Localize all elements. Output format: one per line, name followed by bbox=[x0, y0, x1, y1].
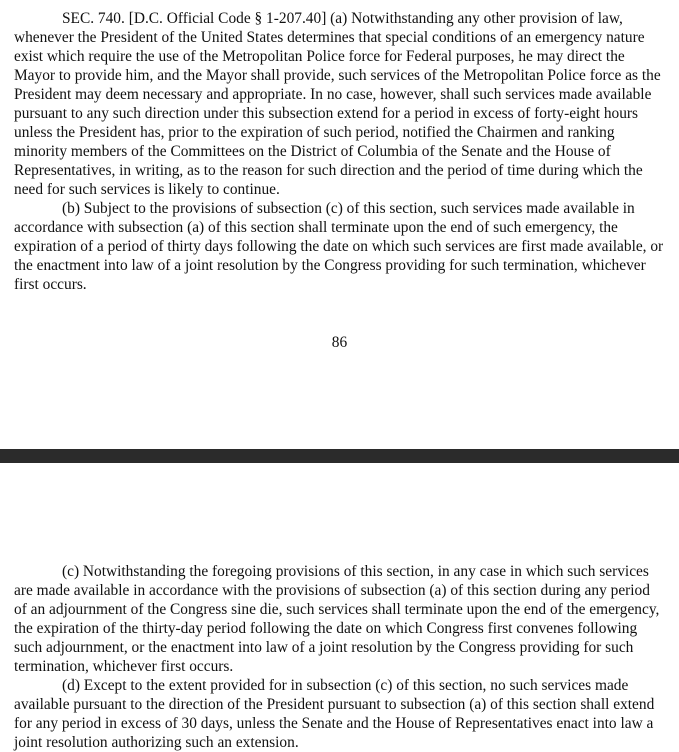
document-page-bottom bbox=[0, 463, 679, 752]
paragraph-subsection-d: (d) Except to the extent provided for in subsection (c) of this section, no such services made available pursuant to the direction of the President pursuant to subsection (a) of this section shall extend for any period in excess of 30 days, unless the Senate and the House of Representatives enact into law a joint resolution authorizing such an extension. bbox=[14, 677, 655, 751]
paragraph-subsection-b: (b) Subject to the provisions of subsection (c) of this section, such services made available in accordance with subsection (a) of this section shall terminate upon the end of such emergency, the expiration of a period of thirty days following the date on which such services are first made available, or the enactment into law of a joint resolution by the Congress providing for such termination, whichever first occurs. bbox=[14, 200, 664, 293]
page-number: 86 bbox=[331, 334, 348, 351]
page-break-divider bbox=[0, 449, 679, 463]
paragraph-subsection-a: SEC. 740. [D.C. Official Code § 1-207.40] (a) Notwithstanding any other provision of law, whenever the President of the United States determines that special conditions of an emergency nature exist which require the use of the Metropolitan Police force for Federal purposes, he may direct the Mayor to provide him, and the Mayor shall provide, such services of the Metropolitan Police force as the President may deem necessary and appropriate. In no case, however, shall such services made available pursuant to any such direction under this subsection extend for a period in excess of forty-eight hours unless the President has, prior to the expiration of such period, notified the Chairmen and ranking minority members of the Committees on the District of Columbia of the Senate and the House of Representatives, in writing, as to the reason for such direction and the period of time during which the need for such services is likely to continue. bbox=[14, 10, 661, 198]
paragraph-subsection-c: (c) Notwithstanding the foregoing provisions of this section, in any case in which such services are made available in accordance with the provisions of subsection (a) of this section during any period of an adjournment of the Congress sine die, such services shall terminate upon the end of the emergency, the expiration of the thirty-day period following the date on which Congress first convenes following such adjournment, or the enactment into law of a joint resolution by the Congress providing for such termination, whichever first occurs. bbox=[14, 563, 660, 675]
section-740-text bbox=[14, 9, 664, 294]
section-740-continued-text bbox=[14, 562, 664, 752]
